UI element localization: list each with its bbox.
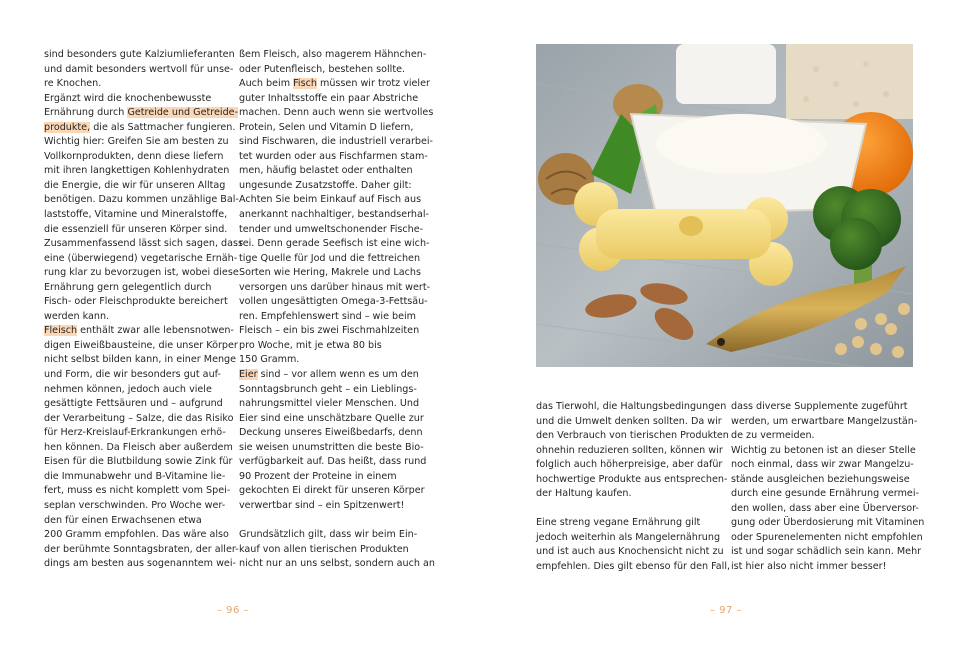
text-line: vollen ungesättigten Omega-3-Fettsäu- (239, 296, 428, 308)
text-line: digen Eiweißbausteine, die unser Körper (44, 339, 238, 351)
text-line: hen können. Da Fleisch aber außerdem (44, 441, 233, 453)
text-line: anerkannt nachhaltiger, bestandserhal- (239, 209, 430, 221)
text-line: jedoch weiterhin als Mangelernährung (536, 531, 721, 543)
text-line (239, 77, 430, 92)
text-line: verwertbar sind – ein Spitzenwert! (239, 499, 405, 511)
text-line: tender und umweltschonender Fische- (239, 223, 424, 235)
text-line: Grundsätzlich gilt, dass wir beim Ein- (239, 529, 418, 541)
text-line: gekochten Ei direkt für unseren Körper (239, 485, 425, 497)
text-line: Ergänzt wird die knochenbewusste (44, 92, 212, 104)
left-page-column-1 (44, 48, 244, 572)
text-line: Eier sind eine unschätzbare Quelle zur (239, 412, 424, 424)
text-line: Protein, Selen und Vitamin D liefern, (239, 121, 414, 133)
text-line: folglich auch höherpreisige, aber dafür (536, 459, 723, 471)
text-line: den für einen Erwachsenen etwa (44, 514, 202, 526)
text-line: für Herz-Kreislauf-Erkrankungen erhö- (44, 427, 226, 439)
text-line: mit ihren langkettigen Kohlenhydraten (44, 165, 230, 177)
text-line: noch einmal, dass wir zwar Mangelzu- (731, 459, 914, 471)
text-fragment: müssen wir trotz vieler (316, 78, 430, 90)
text-line: ßem Fleisch, also magerem Hähnchen- (239, 49, 427, 60)
text-line: Eine streng vegane Ernährung gilt (536, 517, 701, 529)
text-line: kauf von allen tierischen Produkten (239, 543, 409, 555)
text-line: Fleisch – ein bis zwei Fischmahlzeiten (239, 325, 420, 337)
text-line: Wichtig hier: Greifen Sie am besten zu (44, 136, 229, 148)
text-line: den wollen, dass aber eine Überversor- (731, 502, 919, 514)
text-line: und die Umwelt denken sollten. Da wir (536, 415, 722, 427)
text-line: gung oder Überdosierung mit Vitaminen (731, 517, 925, 529)
text-line: re Knochen. (44, 78, 102, 90)
left-page-column-2 (239, 48, 435, 572)
text-line: Fisch- oder Fleischprodukte bereichert (44, 296, 228, 308)
text-line: 200 Gramm empfohlen. Das wäre also (44, 529, 229, 541)
text-line: und ist auch aus Knochensicht nicht zu (536, 546, 724, 558)
text-line: der berühmte Sonntagsbraten, der aller- (44, 543, 239, 555)
text-line (44, 121, 236, 136)
text-fragment: enthält zwar alle lebensnotwen- (77, 325, 234, 337)
text-line: Wichtig zu betonen ist an dieser Stelle (731, 444, 916, 456)
bread (786, 44, 913, 119)
text-line (44, 106, 239, 121)
text-line: ist hier also nicht immer besser! (731, 561, 887, 573)
text-line: gesättigte Fettsäuren und – aufgrund (44, 398, 223, 410)
text-line: pro Woche, mit je etwa 80 bis (239, 339, 382, 351)
text-line: nicht selbst bilden kann, in einer Menge (44, 354, 237, 366)
text-line: rei. Denn gerade Seefisch ist eine wich- (239, 238, 430, 250)
text-line: die Energie, die wir für unseren Alltag (44, 179, 226, 191)
text-line: und Form, die wir besonders gut auf- (44, 369, 221, 381)
text-line: die essenziell für unseren Körper sind. (44, 223, 228, 235)
text-line: guter Inhaltsstoffe ein paar Abstriche (239, 92, 419, 104)
text-line: werden kann. (44, 310, 110, 322)
text-line: die Immunabwehr und B-Vitamine lie- (44, 470, 226, 482)
text-line: de zu vermeiden. (731, 430, 815, 442)
text-line: Zusammenfassend lässt sich sagen, dass (44, 238, 244, 250)
highlighted-term: produkte, (44, 121, 91, 133)
text-line: tige Quelle für Jod und die fettreichen (239, 252, 421, 264)
text-fragment: sind – vor allem wenn es um den (257, 369, 419, 381)
text-line: Sorten wie Hering, Makrele und Lachs (239, 267, 422, 279)
text-line: Vollkornprodukten, denn diese liefern (44, 150, 224, 162)
text-line: versorgen uns darüber hinaus mit wert- (239, 281, 431, 293)
text-fragment: Ernährung durch (44, 107, 128, 119)
highlighted-term: Eier (239, 369, 258, 381)
paragraph-gap (239, 514, 425, 529)
text-line: sind Fischwaren, die industriell verarbei- (239, 136, 434, 148)
text-line: eine (überwiegend) vegetarische Ernäh- (44, 252, 238, 264)
text-line: und damit besonders wertvoll für unse- (44, 63, 234, 75)
text-line: nicht nur an uns selbst, sondern auch an (239, 558, 435, 570)
text-line: ungesunde Zusatzstoffe. Daher gilt: (239, 179, 412, 191)
highlighted-term: Fleisch (44, 325, 78, 337)
text-line: stände ausgleichen beziehungsweise (731, 473, 910, 485)
text-line: oder Putenfleisch, bestehen sollte. (239, 63, 406, 75)
text-line: Sonntagsbrunch geht – ein Lieblings- (239, 383, 417, 395)
text-line: sie weisen unumstritten die beste Bio- (239, 441, 424, 453)
text-line: durch eine gesunde Ernährung vermei- (731, 488, 919, 500)
milk-bottle (676, 44, 776, 104)
text-line: seplan verschwinden. Pro Woche wer- (44, 499, 226, 511)
page-number-right: – 97 – (710, 605, 743, 616)
text-line: sind besonders gute Kalziumlieferanten (44, 49, 235, 60)
text-line (44, 324, 234, 339)
text-line (239, 368, 425, 383)
text-line: ohnehin reduzieren sollten, können wir (536, 444, 723, 456)
text-line: nahrungsmittel vieler Menschen. Und (239, 398, 420, 410)
food-photo (536, 44, 913, 367)
text-line: Eisen für die Blutbildung sowie Zink für (44, 456, 233, 468)
text-line: ist und sogar schädlich sein kann. Mehr (731, 546, 922, 558)
text-fragment: Auch beim (239, 78, 294, 90)
text-line: ren. Empfehlenswert sind – wie beim (239, 310, 417, 322)
text-line: men, häufig belastet oder enthalten (239, 165, 413, 177)
highlighted-term: Fisch (293, 78, 317, 90)
text-line: verfügbarkeit auf. Das heißt, dass rund (239, 456, 427, 468)
paragraph-gap (536, 502, 722, 517)
text-line: benötigen. Dazu kommen unzählige Bal- (44, 194, 239, 206)
text-line: 90 Prozent der Proteine in einem (239, 470, 397, 482)
text-line: Ernährung gern gelegentlich durch (44, 281, 212, 293)
page-number-left: – 96 – (217, 605, 250, 616)
text-line: Achten Sie beim Einkauf auf Fisch aus (239, 194, 422, 206)
text-line: den Verbrauch von tierischen Produkten (536, 430, 729, 442)
text-line: das Tierwohl, die Haltungsbedingungen (536, 401, 727, 412)
text-line: laststoffe, Vitamine und Mineralstoffe, (44, 209, 228, 221)
text-line: fert, muss es nicht komplett vom Spei- (44, 485, 231, 497)
text-line: werden, um erwartbare Mangelzustän- (731, 415, 918, 427)
right-page-column-2 (731, 400, 925, 575)
right-page-column-1 (536, 400, 731, 575)
text-line: 150 Gramm. (239, 354, 300, 366)
text-line: dass diverse Supplemente zugeführt (731, 401, 908, 412)
text-line: machen. Denn auch wenn sie wertvolles (239, 107, 434, 119)
text-line: dings am besten aus sogenanntem wei- (44, 558, 236, 570)
text-fragment: die als Sattmacher fungieren. (90, 121, 236, 133)
text-line: der Haltung kaufen. (536, 488, 632, 500)
text-line: empfehlen. Dies gilt ebenso für den Fall, (536, 561, 731, 573)
text-line: tet wurden oder aus Fischfarmen stam- (239, 150, 428, 162)
text-line: Deckung unseres Eiweißbedarfs, denn (239, 427, 423, 439)
text-line: nehmen können, jedoch auch viele (44, 383, 212, 395)
text-line: hochwertige Produkte aus entsprechen- (536, 473, 728, 485)
text-line: oder Spurenelementen nicht empfohlen (731, 531, 923, 543)
text-line: rung klar zu bevorzugen ist, wobei diese (44, 267, 239, 279)
highlighted-term: Getreide und Getreide- (127, 107, 239, 119)
text-line: der Verarbeitung – Salze, die das Risiko (44, 412, 234, 424)
